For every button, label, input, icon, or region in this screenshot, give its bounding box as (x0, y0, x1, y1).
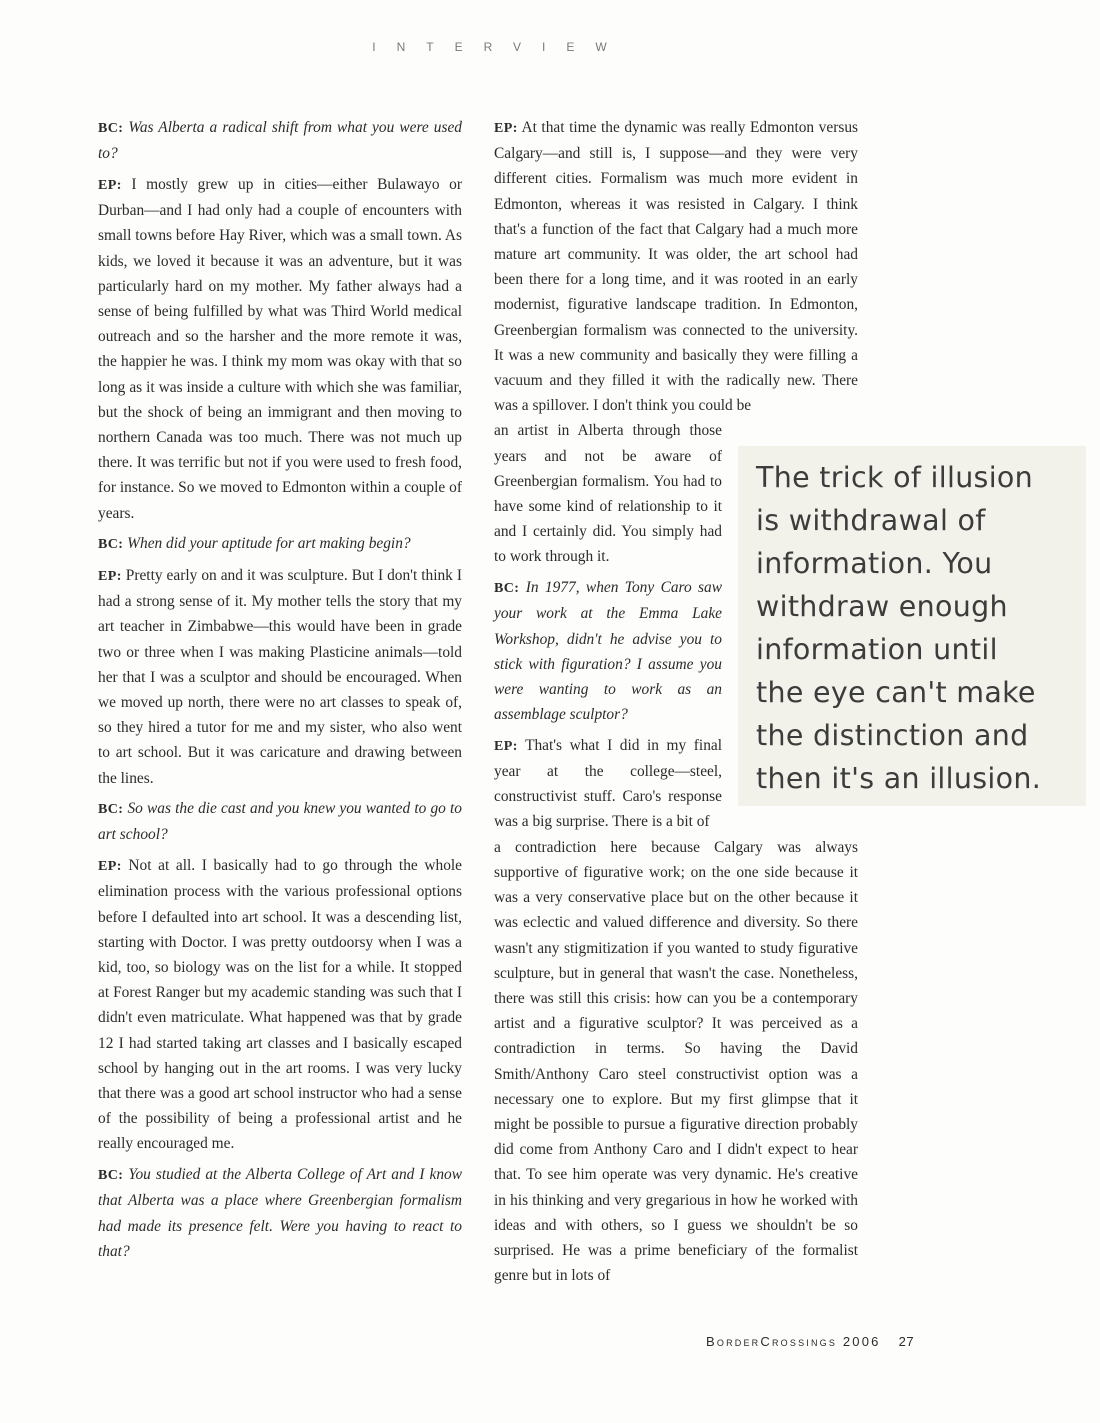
section-header: INTERVIEW (372, 40, 628, 54)
paragraph (98, 796, 462, 847)
speaker-label: EP: (494, 738, 518, 754)
paragraph (98, 563, 462, 791)
paragraph (98, 115, 462, 166)
speaker-label: BC: (98, 537, 124, 553)
speaker-label: EP: (98, 859, 122, 875)
paragraph (494, 733, 722, 835)
question-text: When did your aptitude for art making begin? (127, 535, 411, 553)
page-footer (706, 1334, 914, 1349)
paragraph (98, 172, 462, 526)
question-text: You studied at the Alberta College of Art and I know that Alberta was a place where Greenbergian formalism had made its presence felt. Were you having to react to that? (98, 1166, 462, 1260)
speaker-label: BC: (98, 802, 124, 818)
speaker-label: BC: (98, 1168, 124, 1184)
answer-text: Not at all. I basically had to go through the whole elimination process with the various professional options before I defaulted into art school. It was a descending list, starting with Doctor. I was pretty outdoorsy when I was a kid, too, so biology was on the list for a while. It stopped at Forest Ranger but my academic standing was such that I didn't even matriculate. What happened was that by grade 12 I had started taking art classes and I basically escaped school by hanging out in the art rooms. I was very lucky that there was a good art school instructor who had a sense of the possibility of being a professional artist and he really encouraged me. (98, 857, 462, 1153)
paragraph-continued: an artist in Alberta through those years and not be aware of Greenbergian formalism. You had to have some kind of relationship to it and I certainly did. You simply had to work through it. (494, 422, 722, 566)
answer-text: Pretty early on and it was sculpture. But I don't think I had a strong sense of it. My mother tells the story that my art teacher in Zimbabwe—this would have been in grade two or three when I was making Plasticine animals—told her that I was a sculptor and should be encouraged. When we moved up north, there were no art classes to speak of, so they hired a tutor for me and my sister, who also went to art school. But it was caricature and drawing between the lines. (98, 566, 462, 787)
question-text: In 1977, when Tony Caro saw your work at the Emma Lake Workshop, didn't he advise you to stick with figuration? I assume you were wanting to work as an assemblage sculptor? (494, 579, 722, 724)
answer-text: At that time the dynamic was really Edmonton versus Calgary—and still is, I suppose—and they were very different cities. Formalism was much more evident in Edmonton, whereas it was resisted in Calgary. I think that's a function of the fact that Calgary had a much more mature art community. It was older, the art school had been there for a long time, and it was rooted in an early modernist, figurative landscape tradition. In Edmonton, Greenbergian formalism was connected to the university. It was a new community and basically they were filling a vacuum and they filled it with the radically new. There was a spillover. I don't think you could be (494, 119, 859, 415)
page-number: 27 (898, 1334, 915, 1349)
speaker-label: BC: (494, 581, 520, 597)
question-text: Was Alberta a radical shift from what you were used to? (98, 119, 462, 163)
paragraph (98, 853, 462, 1156)
pull-quote-text: The trick of illusion is withdrawal of information. You withdraw enough information until the eye can't make the distinction and then it's an illusion. (756, 461, 1042, 795)
paragraph (494, 115, 858, 418)
answer-text: I mostly grew up in cities—either Bulawayo or Durban—and I had only had a couple of encounters with small towns before Hay River, which was a small town. As kids, we loved it because it was an adventure, but it was particularly hard on my mother. My father always had a sense of being fulfilled by what was Third World medical outreach and so the harsher and the more remote it was, the happier he was. I think my mom was okay with that so long as it was inside a culture with which she was familiar, but the shock of being an immigrant and then moving to northern Canada was too much. There was not much up there. It was terrific but not if you were used to fresh food, for instance. So we moved to Edmonton within a couple of years. (98, 175, 462, 522)
left-column (98, 115, 462, 1269)
paragraph (98, 1162, 462, 1264)
question-text: So was the die cast and you knew you wanted to go to art school? (98, 800, 462, 844)
answer-text: That's what I did in my final year at the college—steel, constructivist stuff. Caro's response was a big surprise. There is a bit of (494, 736, 722, 831)
speaker-label: EP: (494, 121, 518, 136)
paragraph-continued: a contradiction here because Calgary was always supportive of figurative work; on the one side because it was a very conservative place but on the other because it was eclectic and valued difference and diversity. So there wasn't any stigmitization if you wanted to study figurative sculpture, but in general that wasn't the case. Nonetheless, there was still this crisis: how can you be a contemporary artist and a figurative sculptor? It was perceived as a contradiction in terms. So having the David Smith/Anthony Caro steel constructivist option was a necessary one to explore. But my first glimpse that it might be possible to pursue a figurative direction probably did come from Anthony Caro and I didn't expect to hear that. To see him operate was very dynamic. He's creative in his thinking and very gregarious in how he worked with ideas and with others, so I guess we shouldn't be so surprised. He was a prime beneficiary of the formalist genre but in lots of (494, 838, 858, 1285)
speaker-label: BC: (98, 121, 124, 136)
paragraph (494, 575, 722, 727)
speaker-label: EP: (98, 568, 122, 584)
paragraph (98, 531, 462, 557)
magazine-title: BorderCrossings 2006 (706, 1334, 881, 1349)
pull-quote-box (738, 446, 1086, 806)
speaker-label: EP: (98, 177, 122, 193)
